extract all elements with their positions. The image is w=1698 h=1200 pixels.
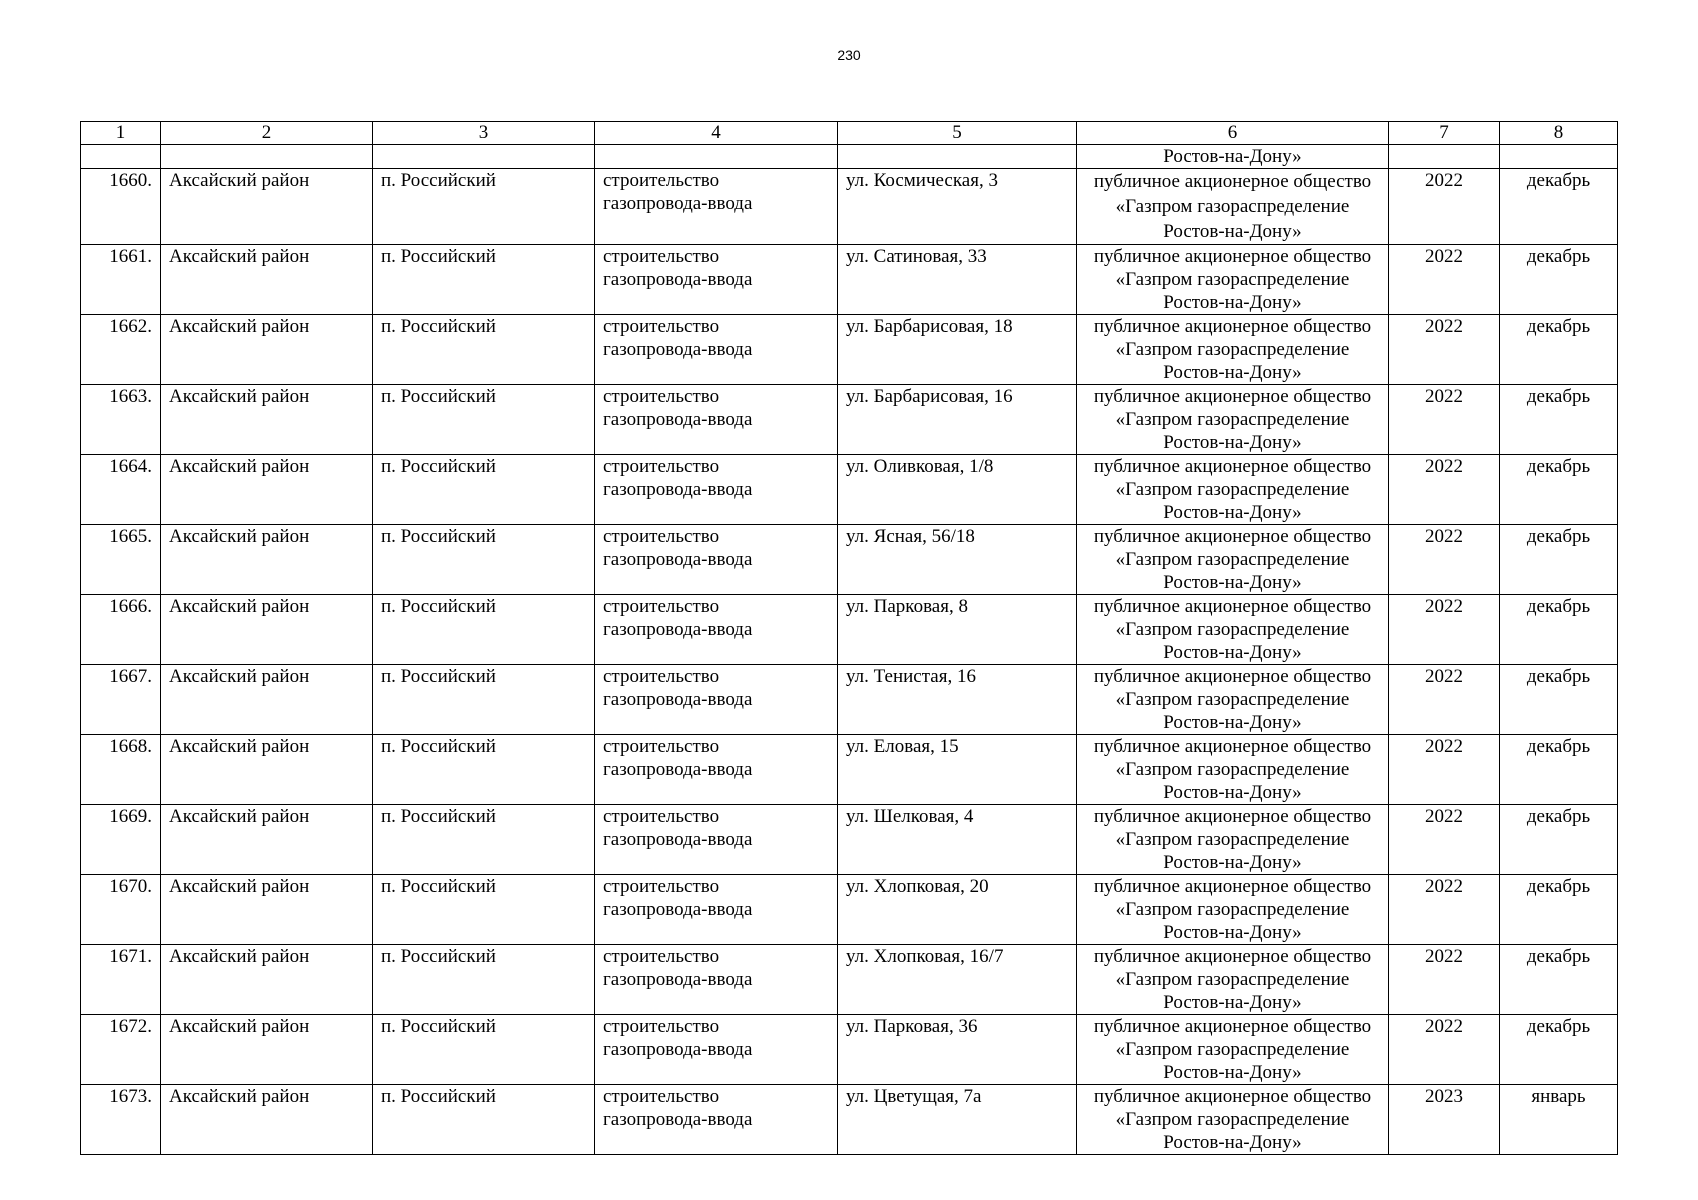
table-row [81, 665, 1618, 735]
cell-work [595, 945, 838, 1015]
cell-year: 2022 [1389, 315, 1500, 385]
cell-num: 1666. [81, 595, 161, 665]
continuation-row [81, 145, 1618, 169]
table-row [81, 455, 1618, 525]
table-row [81, 1015, 1618, 1085]
org-line: Ростов-на-Дону» [1163, 362, 1302, 383]
cell-district: Аксайский район [161, 805, 373, 875]
org-line: Ростов-на-Дону» [1163, 502, 1302, 523]
org-line: публичное акционерное общество [1093, 736, 1372, 757]
page-number: 230 [837, 47, 861, 63]
org-line: Ростов-на-Дону» [1163, 992, 1302, 1013]
org-line: «Газпром газораспределение [1115, 969, 1350, 990]
cell-year: 2022 [1389, 735, 1500, 805]
org-line: Ростов-на-Дону» [1163, 292, 1302, 313]
work-line: строительство [603, 170, 720, 191]
cell-work [595, 525, 838, 595]
cell-num: 1662. [81, 315, 161, 385]
org-line: «Газпром газораспределение [1115, 269, 1350, 290]
cell-num: 1672. [81, 1015, 161, 1085]
cell-num: 1660. [81, 169, 161, 245]
cell-organization [1077, 385, 1389, 455]
org-line: Ростов-на-Дону» [1163, 712, 1302, 733]
work-line: газопровода-ввода [603, 193, 753, 214]
table-body [81, 145, 1618, 1155]
gas-works-table [80, 121, 1618, 1155]
cell-num: 1664. [81, 455, 161, 525]
work-line: газопровода-ввода [603, 269, 753, 290]
work-line: газопровода-ввода [603, 899, 753, 920]
work-line: газопровода-ввода [603, 339, 753, 360]
cell-num [81, 145, 161, 169]
cell-month: декабрь [1500, 455, 1618, 525]
cell-month: декабрь [1500, 1015, 1618, 1085]
org-line: «Газпром газораспределение [1115, 829, 1350, 850]
cell-year [1389, 145, 1500, 169]
cell-settlement: п. Российский [373, 385, 595, 455]
cell-address: ул. Тенистая, 16 [838, 665, 1077, 735]
cell-organization [1077, 1085, 1389, 1155]
header-row [81, 122, 1618, 145]
cell-year: 2022 [1389, 805, 1500, 875]
cell-year: 2022 [1389, 525, 1500, 595]
cell-num: 1667. [81, 665, 161, 735]
column-header-6: 6 [1077, 122, 1389, 145]
table-row [81, 1085, 1618, 1155]
org-line: Ростов-на-Дону» [1163, 922, 1302, 943]
cell-year: 2022 [1389, 455, 1500, 525]
org-line: «Газпром газораспределение [1115, 409, 1350, 430]
work-line: газопровода-ввода [603, 829, 753, 850]
org-line: публичное акционерное общество [1093, 526, 1372, 547]
cell-work [595, 245, 838, 315]
cell-num: 1673. [81, 1085, 161, 1155]
column-header-1: 1 [81, 122, 161, 145]
cell-work [595, 169, 838, 245]
org-line: «Газпром газораспределение [1115, 619, 1350, 640]
org-line: Ростов-на-Дону» [1163, 432, 1302, 453]
cell-settlement: п. Российский [373, 1015, 595, 1085]
cell-year: 2022 [1389, 385, 1500, 455]
cell-address: ул. Хлопковая, 16/7 [838, 945, 1077, 1015]
cell-organization [1077, 455, 1389, 525]
org-line: Ростов-на-Дону» [1163, 221, 1302, 242]
cell-address: ул. Барбарисовая, 18 [838, 315, 1077, 385]
org-line: «Газпром газораспределение [1115, 339, 1350, 360]
org-line: «Газпром газораспределение [1115, 549, 1350, 570]
cell-settlement: п. Российский [373, 245, 595, 315]
org-line: публичное акционерное общество [1093, 1016, 1372, 1037]
cell-settlement: п. Российский [373, 595, 595, 665]
table-row [81, 245, 1618, 315]
table-row [81, 385, 1618, 455]
work-line: газопровода-ввода [603, 969, 753, 990]
cell-district: Аксайский район [161, 1085, 373, 1155]
work-line: строительство [603, 736, 720, 757]
org-line: «Газпром газораспределение [1115, 899, 1350, 920]
cell-month: декабрь [1500, 385, 1618, 455]
cell-district: Аксайский район [161, 595, 373, 665]
column-header-5: 5 [838, 122, 1077, 145]
cell-work [595, 875, 838, 945]
work-line: строительство [603, 1086, 720, 1107]
cell-organization [1077, 665, 1389, 735]
cell-organization [1077, 805, 1389, 875]
org-line: «Газпром газораспределение [1115, 689, 1350, 710]
cell-settlement [373, 145, 595, 169]
work-line: строительство [603, 246, 720, 267]
cell-num: 1663. [81, 385, 161, 455]
cell-district: Аксайский район [161, 875, 373, 945]
cell-work [595, 315, 838, 385]
cell-work [595, 735, 838, 805]
cell-month: декабрь [1500, 315, 1618, 385]
cell-settlement: п. Российский [373, 455, 595, 525]
org-line: «Газпром газораспределение [1115, 1039, 1350, 1060]
org-line: публичное акционерное общество [1093, 316, 1372, 337]
cell-organization [1077, 525, 1389, 595]
cell-address [838, 145, 1077, 169]
cell-work [595, 1085, 838, 1155]
cell-month: декабрь [1500, 665, 1618, 735]
cell-num: 1669. [81, 805, 161, 875]
cell-num: 1661. [81, 245, 161, 315]
org-line: публичное акционерное общество [1093, 946, 1372, 967]
table-row [81, 805, 1618, 875]
org-line: Ростов-на-Дону» [1163, 782, 1302, 803]
org-line: Ростов-на-Дону» [1163, 1132, 1302, 1153]
org-line: «Газпром газораспределение [1115, 759, 1350, 780]
cell-year: 2022 [1389, 595, 1500, 665]
cell-organization [1077, 169, 1389, 245]
cell-organization [1077, 875, 1389, 945]
table-row [81, 525, 1618, 595]
cell-district: Аксайский район [161, 525, 373, 595]
cell-district: Аксайский район [161, 665, 373, 735]
cell-organization [1077, 595, 1389, 665]
cell-settlement: п. Российский [373, 665, 595, 735]
cell-organization [1077, 315, 1389, 385]
cell-year: 2022 [1389, 665, 1500, 735]
work-line: строительство [603, 1016, 720, 1037]
cell-address: ул. Ясная, 56/18 [838, 525, 1077, 595]
work-line: газопровода-ввода [603, 619, 753, 640]
cell-year: 2023 [1389, 1085, 1500, 1155]
table-row [81, 875, 1618, 945]
cell-address: ул. Хлопковая, 20 [838, 875, 1077, 945]
cell-month: декабрь [1500, 595, 1618, 665]
cell-num: 1670. [81, 875, 161, 945]
org-line: «Газпром газораспределение [1115, 1109, 1350, 1130]
org-line: публичное акционерное общество [1093, 246, 1372, 267]
cell-district: Аксайский район [161, 1015, 373, 1085]
cell-work [595, 595, 838, 665]
work-line: строительство [603, 876, 720, 897]
cell-district: Аксайский район [161, 945, 373, 1015]
cell-address: ул. Космическая, 3 [838, 169, 1077, 245]
cell-month: декабрь [1500, 735, 1618, 805]
cell-month: декабрь [1500, 875, 1618, 945]
work-line: газопровода-ввода [603, 1109, 753, 1130]
cell-settlement: п. Российский [373, 169, 595, 245]
cell-num: 1665. [81, 525, 161, 595]
cell-organization: Ростов-на-Дону» [1077, 145, 1389, 169]
org-line: публичное акционерное общество [1093, 1086, 1372, 1107]
org-line: «Газпром газораспределение [1115, 479, 1350, 500]
org-line: Ростов-на-Дону» [1163, 852, 1302, 873]
column-header-2: 2 [161, 122, 373, 145]
table-row [81, 735, 1618, 805]
work-line: строительство [603, 946, 720, 967]
cell-address: ул. Шелковая, 4 [838, 805, 1077, 875]
cell-district: Аксайский район [161, 169, 373, 245]
table-row [81, 945, 1618, 1015]
work-line: газопровода-ввода [603, 549, 753, 570]
cell-work [595, 385, 838, 455]
org-line: публичное акционерное общество [1093, 876, 1372, 897]
cell-address: ул. Барбарисовая, 16 [838, 385, 1077, 455]
cell-address: ул. Оливковая, 1/8 [838, 455, 1077, 525]
cell-district: Аксайский район [161, 455, 373, 525]
cell-district: Аксайский район [161, 385, 373, 455]
cell-work [595, 665, 838, 735]
cell-settlement: п. Российский [373, 735, 595, 805]
cell-work [595, 1015, 838, 1085]
cell-year: 2022 [1389, 1015, 1500, 1085]
org-line: Ростов-на-Дону» [1163, 1062, 1302, 1083]
org-line: публичное акционерное общество [1093, 456, 1372, 477]
cell-month: декабрь [1500, 945, 1618, 1015]
cell-address: ул. Цветущая, 7а [838, 1085, 1077, 1155]
cell-month: январь [1500, 1085, 1618, 1155]
cell-settlement: п. Российский [373, 875, 595, 945]
cell-year: 2022 [1389, 945, 1500, 1015]
cell-district: Аксайский район [161, 315, 373, 385]
cell-year: 2022 [1389, 875, 1500, 945]
cell-work [595, 805, 838, 875]
cell-organization [1077, 735, 1389, 805]
work-line: газопровода-ввода [603, 759, 753, 780]
work-line: газопровода-ввода [603, 409, 753, 430]
org-line: Ростов-на-Дону» [1163, 642, 1302, 663]
cell-work [595, 455, 838, 525]
work-line: строительство [603, 386, 720, 407]
cell-address: ул. Сатиновая, 33 [838, 245, 1077, 315]
cell-month [1500, 145, 1618, 169]
table-row [81, 595, 1618, 665]
org-line: публичное акционерное общество [1093, 666, 1372, 687]
cell-organization [1077, 245, 1389, 315]
cell-month: декабрь [1500, 525, 1618, 595]
table-row [81, 169, 1618, 245]
org-line: Ростов-на-Дону» [1163, 572, 1302, 593]
cell-num: 1671. [81, 945, 161, 1015]
cell-address: ул. Парковая, 36 [838, 1015, 1077, 1085]
cell-year: 2022 [1389, 169, 1500, 245]
cell-address: ул. Парковая, 8 [838, 595, 1077, 665]
cell-month: декабрь [1500, 169, 1618, 245]
cell-month: декабрь [1500, 805, 1618, 875]
cell-settlement: п. Российский [373, 945, 595, 1015]
work-line: газопровода-ввода [603, 689, 753, 710]
org-line: публичное акционерное общество [1093, 596, 1372, 617]
cell-work [595, 145, 838, 169]
cell-settlement: п. Российский [373, 315, 595, 385]
work-line: строительство [603, 806, 720, 827]
cell-settlement: п. Российский [373, 525, 595, 595]
cell-organization [1077, 1015, 1389, 1085]
cell-month: декабрь [1500, 245, 1618, 315]
cell-district: Аксайский район [161, 735, 373, 805]
cell-district: Аксайский район [161, 245, 373, 315]
column-header-4: 4 [595, 122, 838, 145]
column-header-8: 8 [1500, 122, 1618, 145]
work-line: строительство [603, 456, 720, 477]
work-line: строительство [603, 526, 720, 547]
cell-settlement: п. Российский [373, 805, 595, 875]
work-line: строительство [603, 666, 720, 687]
cell-address: ул. Еловая, 15 [838, 735, 1077, 805]
table-row [81, 315, 1618, 385]
work-line: строительство [603, 596, 720, 617]
cell-organization [1077, 945, 1389, 1015]
column-header-3: 3 [373, 122, 595, 145]
org-line: публичное акционерное общество [1093, 806, 1372, 827]
cell-district [161, 145, 373, 169]
cell-num: 1668. [81, 735, 161, 805]
org-line: публичное акционерное общество [1093, 171, 1372, 192]
work-line: строительство [603, 316, 720, 337]
org-line: «Газпром газораспределение [1115, 196, 1350, 217]
work-line: газопровода-ввода [603, 479, 753, 500]
column-header-7: 7 [1389, 122, 1500, 145]
org-line: публичное акционерное общество [1093, 386, 1372, 407]
cell-year: 2022 [1389, 245, 1500, 315]
cell-settlement: п. Российский [373, 1085, 595, 1155]
work-line: газопровода-ввода [603, 1039, 753, 1060]
